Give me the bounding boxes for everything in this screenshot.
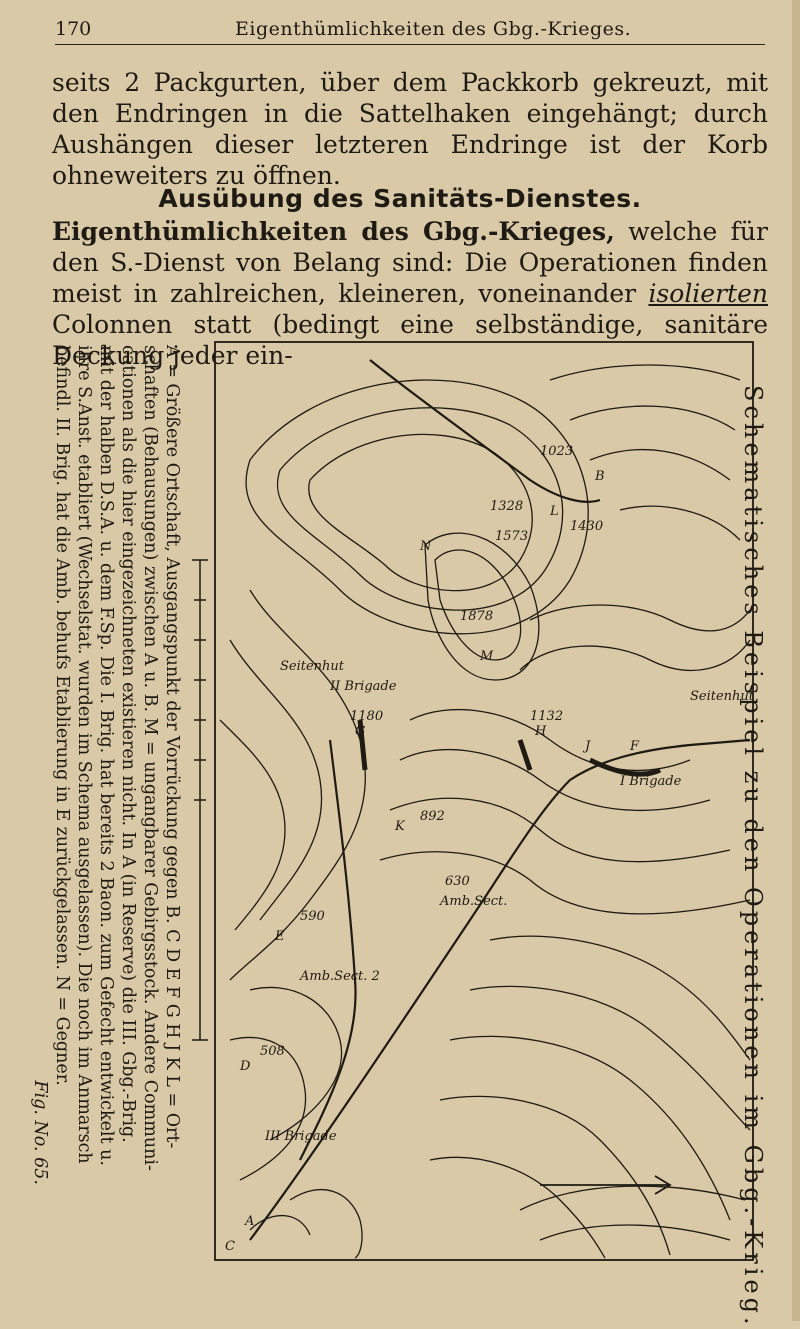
running-header bbox=[55, 18, 765, 44]
label-amb-sect-2: Amb.Sect. 2 bbox=[300, 969, 380, 984]
label-1180: 1180 bbox=[350, 709, 384, 724]
label-l: L bbox=[550, 504, 559, 519]
figure-title bbox=[735, 385, 775, 1329]
label-1878: 1878 bbox=[460, 609, 494, 624]
caption-line: cationen als die hier eingezeichneten existieren nicht. In A (in Reserve) die III. Gbg.-Brig. bbox=[118, 345, 138, 1143]
label-n-top: N bbox=[420, 539, 432, 554]
label-ii-brigade: II Brigade bbox=[330, 679, 397, 694]
run-in-heading: Eigenthümlichkeiten des Gbg.-Krieges, bbox=[52, 217, 615, 246]
figure-title-text: Schematisches Beispiel zu den Operationen im Gbg.-Krieg. bbox=[739, 385, 767, 1329]
paragraph-2-italic: isolierten bbox=[648, 279, 768, 308]
label-amb-sect: Amb.Sect. bbox=[440, 894, 508, 909]
label-892: 892 bbox=[420, 809, 445, 824]
header-rule bbox=[55, 44, 765, 45]
label-b: B bbox=[595, 469, 605, 484]
label-i-brigade: I Brigade bbox=[620, 774, 682, 789]
section-heading: Ausübung des Sanitäts-Dienstes. bbox=[158, 184, 642, 213]
label-m: M bbox=[480, 649, 494, 664]
label-j: J bbox=[585, 739, 591, 754]
paragraph-2-text-b: Colonnen statt (bedingt eine selbständige, sanitäre Deckung jeder ein- bbox=[52, 310, 768, 370]
roads bbox=[250, 360, 750, 1240]
caption-line: befindl. II. Brig. hat die Amb. behufs Etablierung in E zurückgelassen. N = Gegner. bbox=[52, 345, 72, 1086]
label-k: K bbox=[395, 819, 405, 834]
label-c: C bbox=[225, 1239, 235, 1254]
label-1573: 1573 bbox=[495, 529, 529, 544]
caption-line: schaften (Behausungen) zwischen A u. B. M = ungangbarer Gebirgsstock. Andere Communi- bbox=[140, 345, 160, 1171]
label-f: F bbox=[630, 739, 640, 754]
arrow-lower bbox=[540, 1176, 670, 1194]
label-seitenhut-right: Seitenhut bbox=[690, 689, 755, 704]
running-title: Eigenthümlichkeiten des Gbg.-Krieges. bbox=[235, 18, 632, 40]
contour-lines bbox=[220, 365, 750, 1258]
schematic-map bbox=[190, 340, 755, 1265]
label-iii-brigade: III Brigade bbox=[265, 1129, 337, 1144]
paragraph-1: seits 2 Packgurten, über dem Packkorb gekreuzt, mit den Endringen in die Sattelhaken eingehängt; durch Aushängen dieser letzteren Endringe ist der Korb ohneweiters zu öffnen. bbox=[52, 68, 768, 190]
label-1023: 1023 bbox=[540, 444, 574, 459]
label-h: H bbox=[535, 724, 547, 739]
label-d: D bbox=[240, 1059, 251, 1074]
figure-label: Fig. No. 65. bbox=[30, 1080, 50, 1185]
label-e: E bbox=[275, 929, 285, 944]
caption-line: ihre S.Anst. etabliert (Wechselstat. wurden im Schema ausgelassen). Die noch im Anmarsch bbox=[74, 345, 94, 1164]
label-590: 590 bbox=[300, 909, 325, 924]
label-630: 630 bbox=[445, 874, 470, 889]
caption-line: A = Größere Ortschaft, Ausgangspunkt der Vorrückung gegen B. C D E F G H J K L = Ort- bbox=[162, 345, 182, 1149]
label-1132: 1132 bbox=[530, 709, 564, 724]
scale-bar bbox=[192, 560, 208, 1040]
caption-line: mit der halben D.S.A. u. dem F.Sp. Die I. Brig. hat bereits 2 Baon. zum Gefecht entwickelt u. bbox=[96, 345, 116, 1166]
label-1430: 1430 bbox=[570, 519, 604, 534]
label-508: 508 bbox=[260, 1044, 285, 1059]
caption-rotated bbox=[29, 345, 183, 1245]
paragraph-2-text-a: welche für den S.-Dienst von Belang sind: Die Operationen finden meist in zahlreichen, kleineren, voneinander bbox=[52, 217, 768, 308]
label-seitenhut-left: Seitenhut bbox=[280, 659, 345, 674]
brigade-markers bbox=[360, 720, 660, 774]
figure-caption bbox=[30, 345, 183, 1325]
label-a: A bbox=[245, 1214, 255, 1229]
label-g: G bbox=[355, 724, 366, 739]
label-1328: 1328 bbox=[490, 499, 524, 514]
page-number: 170 bbox=[55, 18, 92, 40]
